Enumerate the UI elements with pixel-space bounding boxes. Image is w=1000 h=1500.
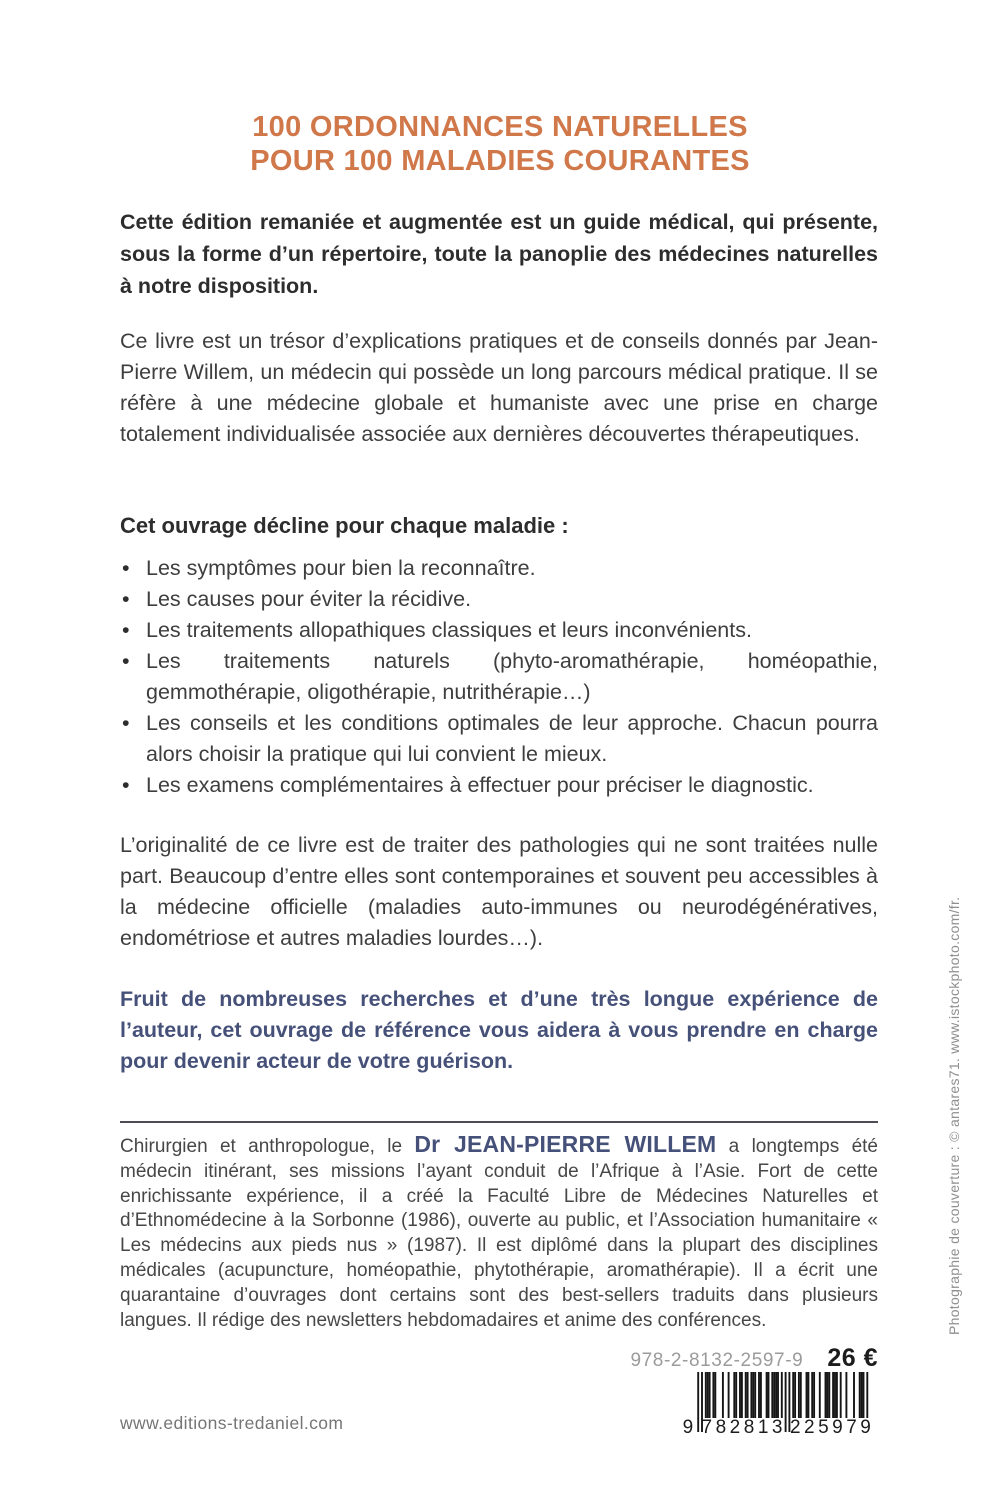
conclusion-paragraph: Fruit de nombreuses recherches et d’une très longue expérience de l’auteur, cet ouvrage de référence vous aidera à vous prendre en charge pour devenir acteur de votre guérison.: [120, 987, 878, 1073]
list-item: [120, 615, 878, 646]
svg-text:782813: 782813: [701, 1417, 786, 1438]
book-tagline: [0, 110, 1000, 178]
section-divider: [120, 1121, 878, 1123]
bullet-icon: •: [122, 618, 130, 642]
list-item-text: Les examens complémentaires à effectuer pour préciser le diagnostic.: [146, 773, 814, 797]
bio-prefix: Chirurgien et anthropologue, le: [120, 1136, 415, 1157]
list-item: [120, 708, 878, 770]
list-item-text: Les symptômes pour bien la reconnaître.: [146, 556, 536, 580]
author-name: Dr JEAN-PIERRE WILLEM: [414, 1131, 717, 1157]
list-item-text: Les causes pour éviter la récidive.: [146, 587, 472, 611]
svg-text:9: 9: [682, 1417, 694, 1438]
list-item-text: Les traitements naturels (phyto-aromathérapie, homéopathie, gemmothérapie, oligothérapie, nutrithérapie…): [146, 649, 878, 704]
bullet-icon: •: [122, 587, 130, 611]
tagline-line-2: POUR 100 MALADIES COURANTES: [250, 145, 750, 177]
bullet-icon: •: [122, 556, 130, 580]
list-item: [120, 770, 878, 801]
bullet-icon: •: [122, 649, 130, 673]
bullet-icon: •: [122, 711, 130, 735]
description-paragraph: Ce livre est un trésor d’explications pratiques et de conseils donnés par Jean-Pierre Willem, un médecin qui possède un long parcours médical pratique. Il se réfère à une médecine globale et humaniste avec une prise en charge totalement individualisée associée aux dernières découvertes thérapeutiques.: [120, 329, 878, 446]
photo-credit: Photographie de couverture : © antares71. www.istockphoto.com/fr.: [946, 896, 962, 1335]
price-label: 26 €: [827, 1344, 878, 1372]
list-item-text: Les traitements allopathiques classiques et leurs inconvénients.: [146, 618, 752, 642]
bio-suffix: a longtemps été médecin itinérant, ses missions l’ayant conduit de l’Afrique à l’Asie. Fort de cette enrichissante expérience, il a créé la Faculté Libre de Médecines Naturelles et d’Ethnomédecine à la Sorbonne (1986), ouverte au public, et l’Association humanitaire « Les médecins aux pieds nus » (1987). Il est diplômé dans la plupart des disciplines médicales (acupuncture, homéopathie, phytothérapie, aromathérapie). Il a écrit une quarantaine d’ouvrages dont certains sont des best-sellers traduits dans plusieurs langues. Il rédige des newsletters hebdomadaires et anime des conférences.: [120, 1136, 878, 1331]
list-item: [120, 584, 878, 615]
isbn-price-row: [630, 1344, 878, 1373]
list-item: [120, 646, 878, 708]
svg-text:225979: 225979: [789, 1417, 875, 1438]
list-item-text: Les conseils et les conditions optimales de leur approche. Chacun pourra alors choisir la pratique qui lui convient le mieux.: [146, 711, 878, 766]
isbn-label: 978-2-8132-2597-9: [630, 1350, 804, 1371]
benefits-list: [120, 553, 878, 801]
bullet-icon: •: [122, 773, 130, 797]
originality-paragraph: L’originalité de ce livre est de traiter des pathologies qui ne sont traitées nulle part. Beaucoup d’entre elles sont contemporaines et souvent peu accessibles à la médecine officielle (maladies auto-immunes ou neurodégénératives, endométriose et autres maladies lourdes…).: [120, 833, 878, 950]
list-heading: Cet ouvrage décline pour chaque maladie :: [120, 513, 569, 538]
list-item: [120, 553, 878, 584]
ean13-barcode: [681, 1372, 878, 1443]
publisher-website: www.editions-tredaniel.com: [120, 1413, 344, 1433]
tagline-line-1: 100 ORDONNANCES NATURELLES: [252, 111, 748, 143]
author-bio-paragraph: [120, 1132, 878, 1333]
intro-paragraph: Cette édition remaniée et augmentée est un guide médical, qui présente, sous la forme d’un répertoire, toute la panoplie des médecines naturelles à notre disposition.: [120, 210, 878, 298]
